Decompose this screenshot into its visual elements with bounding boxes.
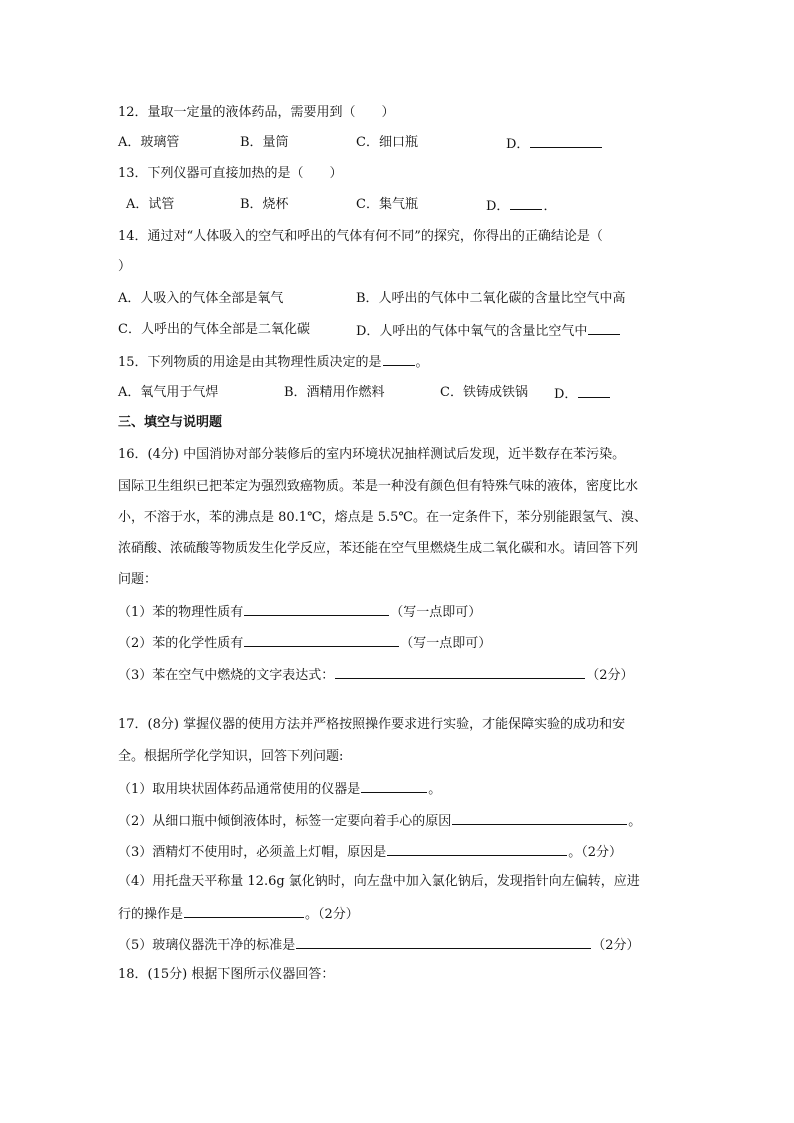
- q14-stem-line2: ）: [118, 259, 132, 274]
- q12-option-a: A．玻璃管: [118, 135, 180, 150]
- q16-line3: 小，不溶于水，苯的沸点是 80.1℃，熔点是 5.5℃。在一定条件下，苯分别能跟氢气、溴、: [118, 510, 647, 525]
- q15-d-blank[interactable]: [578, 384, 610, 398]
- q13-option-d: D． ．: [486, 196, 556, 216]
- q16-blank-1[interactable]: [244, 602, 389, 616]
- q14-blank[interactable]: [588, 321, 620, 335]
- q18-stem: 18．(15分) 根据下图所示仪器回答：: [118, 967, 335, 982]
- q17-sub1: （1）取用块状固体药品通常使用的仪器是 。: [118, 779, 441, 799]
- q16-line2: 国际卫生组织已把苯定为强烈致癌物质。苯是一种没有颜色但有特殊气味的液体，密度比水: [118, 479, 639, 494]
- q16-line1: 16．(4分) 中国消协对部分装修后的室内环境状况抽样测试后发现，近半数存在苯污染。: [118, 447, 626, 462]
- q16-blank-2[interactable]: [244, 633, 399, 647]
- q15-blank[interactable]: [383, 352, 415, 366]
- q17-blank-1[interactable]: [361, 779, 427, 793]
- q17-blank-5[interactable]: [296, 935, 591, 949]
- q16-line5: 问题：: [118, 572, 158, 587]
- q13-stem: 13．下列仪器可直接加热的是（ ）: [118, 166, 343, 181]
- q14-option-b: B．人呼出的气体中二氧化碳的含量比空气中高: [356, 291, 626, 306]
- q14-stem-line1: 14．通过对“人体吸入的空气和呼出的气体有何不同”的探究，你得出的正确结论是（: [118, 229, 603, 244]
- q17-sub4-line2: 行的操作是 。（2分）: [118, 904, 359, 924]
- q14-option-a: A．人吸入的气体全部是氧气: [118, 291, 284, 306]
- q17-sub3: （3）酒精灯不使用时，必须盖上灯帽，原因是 。（2分）: [118, 842, 622, 862]
- q13-option-b: B．烧杯: [240, 197, 289, 212]
- section-title: 三、填空与说明题: [118, 415, 223, 430]
- q15-option-c: C．铁铸成铁锅: [440, 385, 528, 400]
- q14-option-d: D．人呼出的气体中氧气的含量比空气中: [356, 321, 621, 341]
- q16-sub3: （3）苯在空气中燃烧的文字表达式： （2分）: [118, 665, 634, 685]
- q17-sub5: （5）玻璃仪器洗干净的标准是 （2分）: [118, 935, 640, 955]
- q12-option-d: D．: [506, 134, 603, 154]
- q17-sub4-line1: （4）用托盘天平称量 12.6g 氯化钠时，向左盘中加入氯化钠后，发现指针向左偏转，应进: [118, 874, 640, 889]
- q13-option-c: C．集气瓶: [356, 197, 418, 212]
- q16-line4: 浓硝酸、浓硫酸等物质发生化学反应，苯还能在空气里燃烧生成二氧化碳和水。请回答下列: [118, 541, 639, 556]
- q14-option-c: C．人呼出的气体全部是二氧化碳: [118, 322, 310, 337]
- q17-blank-2[interactable]: [452, 811, 627, 825]
- q12-stem: 12．量取一定量的液体药品，需要用到（ ）: [118, 105, 395, 120]
- q12-option-c: C．细口瓶: [356, 135, 418, 150]
- q12-blank[interactable]: [530, 134, 602, 148]
- q16-sub1: （1）苯的物理性质有 （写一点即可）: [118, 602, 481, 622]
- q12-option-b: B．量筒: [240, 135, 289, 150]
- q13-option-a: A．试管: [126, 197, 175, 212]
- q17-line1: 17．(8分) 掌握仪器的使用方法并严格按照操作要求进行实验，才能保障实验的成功和安: [118, 717, 626, 732]
- q16-blank-3[interactable]: [335, 665, 585, 679]
- q17-sub2: （2）从细口瓶中倾倒液体时，标签一定要向着手心的原因 。: [118, 811, 641, 831]
- q17-line2: 全。根据所学化学知识，回答下列问题:: [118, 749, 344, 764]
- q13-blank[interactable]: [510, 196, 542, 210]
- q16-sub2: （2）苯的化学性质有 （写一点即可）: [118, 633, 491, 653]
- q15-stem: 15．下列物质的用途是由其物理性质决定的是 。: [118, 352, 429, 372]
- q15-option-a: A．氧气用于气焊: [118, 385, 219, 400]
- q15-option-d: D．: [554, 384, 611, 404]
- q17-blank-4[interactable]: [184, 904, 304, 918]
- q17-blank-3[interactable]: [387, 842, 567, 856]
- q15-option-b: B．酒精用作燃料: [284, 385, 385, 400]
